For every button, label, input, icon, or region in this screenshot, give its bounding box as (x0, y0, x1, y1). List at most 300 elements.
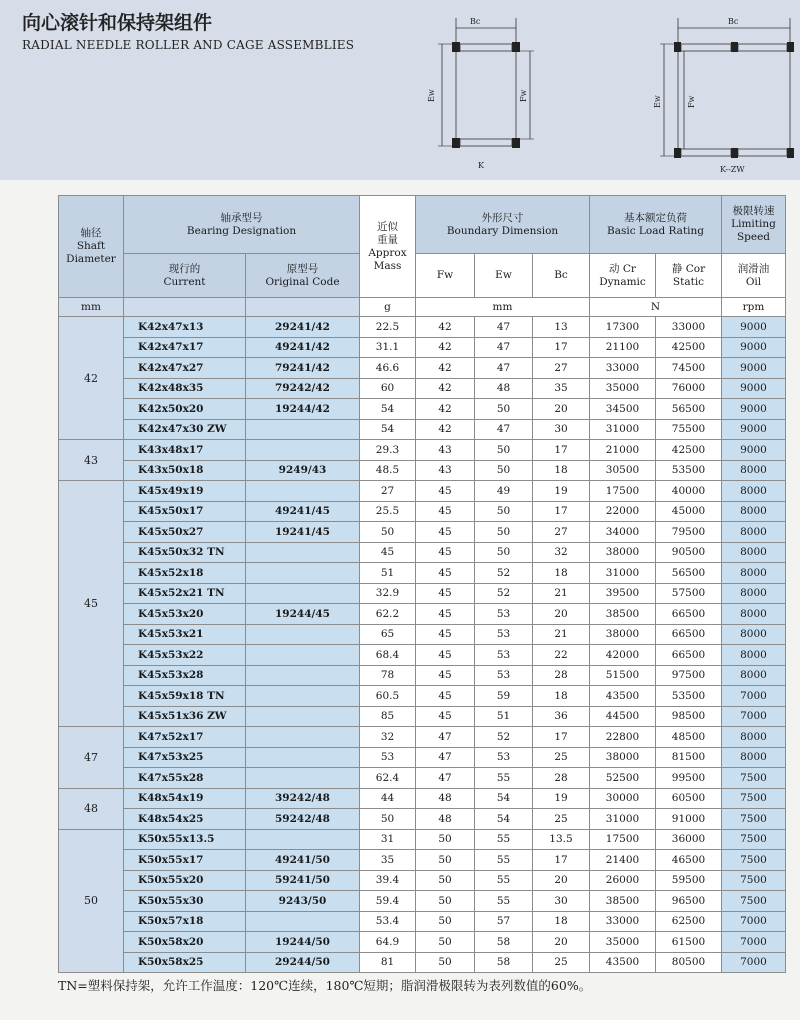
original-code-cell (246, 563, 360, 584)
dynamic-load-cell: 35000 (590, 378, 656, 399)
oil-speed-cell: 7500 (722, 829, 786, 850)
mass-en2: Mass (373, 259, 402, 272)
ew-label: Ew (427, 89, 436, 102)
mass-cell: 62.2 (360, 604, 416, 625)
mass-cell: 54 (360, 399, 416, 420)
table-row (59, 358, 786, 379)
bc-cell: 17 (533, 727, 590, 748)
page-subtitle: RADIAL NEEDLE ROLLER AND CAGE ASSEMBLIES (22, 38, 355, 52)
table-row (59, 706, 786, 727)
mass-cell: 54 (360, 419, 416, 440)
bc-cell: 18 (533, 563, 590, 584)
original-code-cell: 79241/42 (246, 358, 360, 379)
mass-cell: 85 (360, 706, 416, 727)
header-dynamic (590, 254, 656, 298)
table-row (59, 378, 786, 399)
dynamic-load-cell: 34500 (590, 399, 656, 420)
static-load-cell: 76000 (656, 378, 722, 399)
bc-cell: 27 (533, 522, 590, 543)
current-en: Current (163, 275, 206, 288)
mass-cell: 51 (360, 563, 416, 584)
diagram-k (420, 8, 560, 173)
table-row (59, 419, 786, 440)
current-code-cell: K45x52x18 (124, 563, 246, 584)
table-row (59, 932, 786, 953)
table-row (59, 911, 786, 932)
mass-cell: 22.5 (360, 317, 416, 338)
mass-cell: 60.5 (360, 686, 416, 707)
oil-speed-cell: 7000 (722, 952, 786, 973)
table-row (59, 788, 786, 809)
original-code-cell (246, 706, 360, 727)
ew-cell: 51 (475, 706, 533, 727)
original-code-cell (246, 747, 360, 768)
ew-cell: 55 (475, 768, 533, 789)
ew-cell: 50 (475, 522, 533, 543)
mass-cell: 39.4 (360, 870, 416, 891)
ew-cell: 48 (475, 378, 533, 399)
dynamic-load-cell: 21000 (590, 440, 656, 461)
static-load-cell: 61500 (656, 932, 722, 953)
dynamic-load-cell: 44500 (590, 706, 656, 727)
static-load-cell: 91000 (656, 809, 722, 830)
table-row (59, 768, 786, 789)
dynamic-load-cell: 43500 (590, 952, 656, 973)
current-code-cell: K45x50x32 TN (124, 542, 246, 563)
bearing-table-container (58, 195, 786, 973)
current-code-cell: K42x50x20 (124, 399, 246, 420)
table-row (59, 870, 786, 891)
footnote: TN=塑料保持架，允许工作温度：120℃连续，180℃短期；脂润滑极限转为表列数值的60%。 (58, 978, 592, 993)
diagram-k-caption: K (478, 161, 484, 170)
bc-cell: 36 (533, 706, 590, 727)
table-row (59, 829, 786, 850)
mass-cell: 45 (360, 542, 416, 563)
ew-cell: 58 (475, 952, 533, 973)
dynamic-load-cell: 17300 (590, 317, 656, 338)
fw-cell: 47 (416, 768, 475, 789)
unit-original-empty (246, 298, 360, 317)
dynamic-load-cell: 31000 (590, 563, 656, 584)
mass-cell: 32.9 (360, 583, 416, 604)
dynamic-load-cell: 21400 (590, 850, 656, 871)
mass-cell: 65 (360, 624, 416, 645)
bc-cell: 19 (533, 481, 590, 502)
oil-speed-cell: 9000 (722, 337, 786, 358)
fw-cell: 42 (416, 358, 475, 379)
fw-cell: 45 (416, 563, 475, 584)
static-load-cell: 97500 (656, 665, 722, 686)
current-code-cell: K50x57x18 (124, 911, 246, 932)
current-code-cell: K50x55x17 (124, 850, 246, 871)
bc-cell: 17 (533, 337, 590, 358)
bc-cell: 25 (533, 809, 590, 830)
static-load-cell: 96500 (656, 891, 722, 912)
ew-cell: 58 (475, 932, 533, 953)
cor-cn: 静 Cor (671, 262, 706, 275)
static-load-cell: 80500 (656, 952, 722, 973)
cor-en: Static (672, 275, 705, 288)
ew-cell: 50 (475, 542, 533, 563)
oil-speed-cell: 8000 (722, 747, 786, 768)
original-code-cell (246, 829, 360, 850)
ew-cell: 50 (475, 440, 533, 461)
oil-speed-cell: 8000 (722, 645, 786, 666)
shaft-diameter-cell: 50 (59, 829, 124, 973)
header-original-code (246, 254, 360, 298)
header-bearing-designation (124, 196, 360, 254)
table-row (59, 542, 786, 563)
static-load-cell: 46500 (656, 850, 722, 871)
table-row (59, 686, 786, 707)
mass-cell: 31 (360, 829, 416, 850)
oil-speed-cell: 7500 (722, 768, 786, 789)
static-load-cell: 81500 (656, 747, 722, 768)
table-row (59, 665, 786, 686)
oil-speed-cell: 7000 (722, 706, 786, 727)
fw-cell: 48 (416, 788, 475, 809)
ew-cell: 53 (475, 604, 533, 625)
ew-cell: 47 (475, 358, 533, 379)
static-load-cell: 42500 (656, 440, 722, 461)
ew-cell: 47 (475, 419, 533, 440)
oil-speed-cell: 8000 (722, 604, 786, 625)
oil-speed-cell: 8000 (722, 542, 786, 563)
current-code-cell: K42x48x35 (124, 378, 246, 399)
table-row (59, 747, 786, 768)
dynamic-load-cell: 31000 (590, 419, 656, 440)
current-code-cell: K42x47x27 (124, 358, 246, 379)
oil-speed-cell: 9000 (722, 378, 786, 399)
mass-cell: 27 (360, 481, 416, 502)
current-code-cell: K45x53x22 (124, 645, 246, 666)
ew-cell: 55 (475, 891, 533, 912)
ew-cell: 55 (475, 850, 533, 871)
original-code-cell: 39242/48 (246, 788, 360, 809)
ew-cell: 49 (475, 481, 533, 502)
mass-cell: 78 (360, 665, 416, 686)
mass-cell: 25.5 (360, 501, 416, 522)
fw-cell: 42 (416, 317, 475, 338)
fw-cell: 47 (416, 747, 475, 768)
header-basic-load-rating (590, 196, 722, 254)
boundary-en: Boundary Dimension (446, 224, 559, 237)
mass-cell: 68.4 (360, 645, 416, 666)
mass-cell: 44 (360, 788, 416, 809)
oil-speed-cell: 8000 (722, 481, 786, 502)
original-code-cell (246, 542, 360, 563)
ew-cell: 50 (475, 501, 533, 522)
bc-cell: 27 (533, 358, 590, 379)
fw-cell: 48 (416, 809, 475, 830)
ew-cell: 52 (475, 563, 533, 584)
table-row (59, 891, 786, 912)
mass-cell: 50 (360, 522, 416, 543)
ew-cell: 55 (475, 829, 533, 850)
current-code-cell: K45x50x17 (124, 501, 246, 522)
load-cn: 基本额定负荷 (624, 211, 687, 224)
oil-speed-cell: 8000 (722, 522, 786, 543)
bc-cell: 13 (533, 317, 590, 338)
current-code-cell: K45x51x36 ZW (124, 706, 246, 727)
bc-cell: 18 (533, 911, 590, 932)
fw-cell: 45 (416, 706, 475, 727)
shaft-en2: Diameter (66, 253, 116, 265)
header-shaft-diameter (59, 196, 124, 298)
dynamic-load-cell: 38500 (590, 891, 656, 912)
static-load-cell: 57500 (656, 583, 722, 604)
static-load-cell: 60500 (656, 788, 722, 809)
bc-cell: 17 (533, 850, 590, 871)
oil-speed-cell: 8000 (722, 665, 786, 686)
oil-speed-cell: 9000 (722, 317, 786, 338)
bearing-en: Bearing Designation (186, 224, 297, 237)
mass-cell: 48.5 (360, 460, 416, 481)
bc-cell: 30 (533, 891, 590, 912)
current-code-cell: K45x52x21 TN (124, 583, 246, 604)
fw-cell: 43 (416, 440, 475, 461)
ew-cell: 59 (475, 686, 533, 707)
dynamic-load-cell: 51500 (590, 665, 656, 686)
ew-cell: 54 (475, 788, 533, 809)
static-load-cell: 79500 (656, 522, 722, 543)
current-code-cell: K42x47x13 (124, 317, 246, 338)
bc-cell: 28 (533, 768, 590, 789)
bc-cell: 21 (533, 624, 590, 645)
original-code-cell (246, 583, 360, 604)
dynamic-load-cell: 33000 (590, 358, 656, 379)
fw-cell: 45 (416, 501, 475, 522)
bc-cell: 25 (533, 952, 590, 973)
fw-cell: 45 (416, 481, 475, 502)
static-load-cell: 56500 (656, 399, 722, 420)
fw-cell: 45 (416, 542, 475, 563)
speed-en1: Limiting (731, 218, 776, 230)
original-en: Original Code (265, 275, 340, 288)
speed-cn: 极限转速 (732, 205, 775, 217)
original-code-cell: 19241/45 (246, 522, 360, 543)
original-cn: 原型号 (286, 262, 319, 275)
dynamic-load-cell: 35000 (590, 932, 656, 953)
bearing-cn: 轴承型号 (220, 211, 263, 224)
static-load-cell: 90500 (656, 542, 722, 563)
diagram-kzw (650, 8, 800, 176)
static-load-cell: 56500 (656, 563, 722, 584)
original-code-cell: 59241/50 (246, 870, 360, 891)
oil-speed-cell: 7500 (722, 788, 786, 809)
fw-label: Fw (519, 89, 528, 102)
dynamic-load-cell: 22800 (590, 727, 656, 748)
mass-cell: 29.3 (360, 440, 416, 461)
static-load-cell: 36000 (656, 829, 722, 850)
boundary-cn: 外形尺寸 (481, 211, 524, 224)
mass-cell: 50 (360, 809, 416, 830)
original-code-cell: 19244/45 (246, 604, 360, 625)
unit-dimension: mm (416, 298, 590, 317)
original-code-cell: 49241/45 (246, 501, 360, 522)
ew-cell: 57 (475, 911, 533, 932)
mass-en1: Approx (368, 246, 407, 259)
mass-cn1: 近似 (377, 220, 398, 233)
current-code-cell: K42x47x17 (124, 337, 246, 358)
fw-cell: 42 (416, 399, 475, 420)
original-code-cell (246, 440, 360, 461)
original-code-cell (246, 419, 360, 440)
header-bc: Bc (533, 254, 590, 298)
bc-cell: 13.5 (533, 829, 590, 850)
bc-cell: 19 (533, 788, 590, 809)
mass-cn2: 重量 (377, 233, 398, 246)
original-code-cell (246, 481, 360, 502)
diagram-kzw-caption: K--ZW (720, 165, 745, 174)
current-code-cell: K45x59x18 TN (124, 686, 246, 707)
table-body (59, 317, 786, 973)
oil-speed-cell: 7500 (722, 870, 786, 891)
table-row (59, 809, 786, 830)
dynamic-load-cell: 38000 (590, 747, 656, 768)
oil-en: Oil (745, 275, 762, 288)
static-load-cell: 45000 (656, 501, 722, 522)
original-code-cell: 29244/50 (246, 952, 360, 973)
dynamic-load-cell: 30500 (590, 460, 656, 481)
bearing-table (58, 195, 786, 973)
ew-cell: 50 (475, 399, 533, 420)
fw-cell: 50 (416, 952, 475, 973)
bc-cell: 25 (533, 747, 590, 768)
table-row (59, 645, 786, 666)
table-row (59, 440, 786, 461)
page-header (0, 0, 800, 180)
bc-cell: 18 (533, 686, 590, 707)
original-code-cell: 49241/42 (246, 337, 360, 358)
shaft-diameter-cell: 45 (59, 481, 124, 727)
current-code-cell: K45x49x19 (124, 481, 246, 502)
table-row (59, 727, 786, 748)
static-load-cell: 48500 (656, 727, 722, 748)
static-load-cell: 53500 (656, 686, 722, 707)
fw-cell: 50 (416, 891, 475, 912)
dynamic-load-cell: 34000 (590, 522, 656, 543)
static-load-cell: 66500 (656, 604, 722, 625)
mass-cell: 53.4 (360, 911, 416, 932)
cr-en: Dynamic (599, 275, 646, 288)
fw-cell: 45 (416, 645, 475, 666)
ew-cell: 53 (475, 747, 533, 768)
oil-speed-cell: 8000 (722, 624, 786, 645)
ew-cell: 54 (475, 809, 533, 830)
dynamic-load-cell: 26000 (590, 870, 656, 891)
shaft-cn: 轴径 (80, 227, 102, 239)
current-code-cell: K47x53x25 (124, 747, 246, 768)
mass-cell: 64.9 (360, 932, 416, 953)
ew-cell: 47 (475, 317, 533, 338)
dynamic-load-cell: 33000 (590, 911, 656, 932)
fw-cell: 42 (416, 419, 475, 440)
original-code-cell (246, 911, 360, 932)
shaft-diameter-cell: 48 (59, 788, 124, 829)
header-static (656, 254, 722, 298)
shaft-en1: Shaft (76, 240, 106, 252)
fw-cell: 50 (416, 911, 475, 932)
bc-cell: 20 (533, 604, 590, 625)
current-cn: 现行的 (168, 262, 201, 275)
current-code-cell: K50x58x20 (124, 932, 246, 953)
ew-cell: 53 (475, 645, 533, 666)
dynamic-load-cell: 17500 (590, 481, 656, 502)
ew-cell: 53 (475, 665, 533, 686)
static-load-cell: 75500 (656, 419, 722, 440)
bc-cell: 20 (533, 932, 590, 953)
current-code-cell: K48x54x19 (124, 788, 246, 809)
bc-cell: 30 (533, 419, 590, 440)
bc-cell: 20 (533, 399, 590, 420)
current-code-cell: K42x47x30 ZW (124, 419, 246, 440)
shaft-diameter-cell: 47 (59, 727, 124, 789)
current-code-cell: K50x55x30 (124, 891, 246, 912)
current-code-cell: K43x50x18 (124, 460, 246, 481)
unit-current-empty (124, 298, 246, 317)
mass-cell: 62.4 (360, 768, 416, 789)
bc-cell: 17 (533, 501, 590, 522)
fw-cell: 50 (416, 870, 475, 891)
original-code-cell: 19244/50 (246, 932, 360, 953)
oil-speed-cell: 8000 (722, 727, 786, 748)
static-load-cell: 59500 (656, 870, 722, 891)
header-limiting-speed (722, 196, 786, 254)
header-approx-mass (360, 196, 416, 298)
oil-speed-cell: 7000 (722, 911, 786, 932)
dynamic-load-cell: 17500 (590, 829, 656, 850)
oil-speed-cell: 9000 (722, 399, 786, 420)
bc-cell: 22 (533, 645, 590, 666)
current-code-cell: K50x55x13.5 (124, 829, 246, 850)
fw-cell: 45 (416, 665, 475, 686)
bc-cell: 35 (533, 378, 590, 399)
bc-cell: 21 (533, 583, 590, 604)
static-load-cell: 42500 (656, 337, 722, 358)
fw-cell: 42 (416, 378, 475, 399)
oil-speed-cell: 9000 (722, 419, 786, 440)
load-en: Basic Load Rating (606, 224, 705, 237)
table-row (59, 563, 786, 584)
dynamic-load-cell: 31000 (590, 809, 656, 830)
dynamic-load-cell: 52500 (590, 768, 656, 789)
oil-speed-cell: 8000 (722, 460, 786, 481)
table-row (59, 501, 786, 522)
table-row (59, 481, 786, 502)
current-code-cell: K45x50x27 (124, 522, 246, 543)
mass-cell: 81 (360, 952, 416, 973)
fw-cell: 50 (416, 932, 475, 953)
page-title: 向心滚针和保持架组件 (22, 12, 213, 34)
original-code-cell: 19244/42 (246, 399, 360, 420)
oil-speed-cell: 9000 (722, 358, 786, 379)
unit-shaft: mm (59, 298, 124, 317)
original-code-cell: 49241/50 (246, 850, 360, 871)
original-code-cell (246, 645, 360, 666)
static-load-cell: 74500 (656, 358, 722, 379)
current-code-cell: K48x54x25 (124, 809, 246, 830)
mass-cell: 53 (360, 747, 416, 768)
fw-label: Fw (687, 95, 696, 108)
static-load-cell: 62500 (656, 911, 722, 932)
fw-cell: 45 (416, 583, 475, 604)
table-row (59, 604, 786, 625)
oil-speed-cell: 8000 (722, 583, 786, 604)
table-row (59, 522, 786, 543)
fw-cell: 45 (416, 624, 475, 645)
header-oil (722, 254, 786, 298)
